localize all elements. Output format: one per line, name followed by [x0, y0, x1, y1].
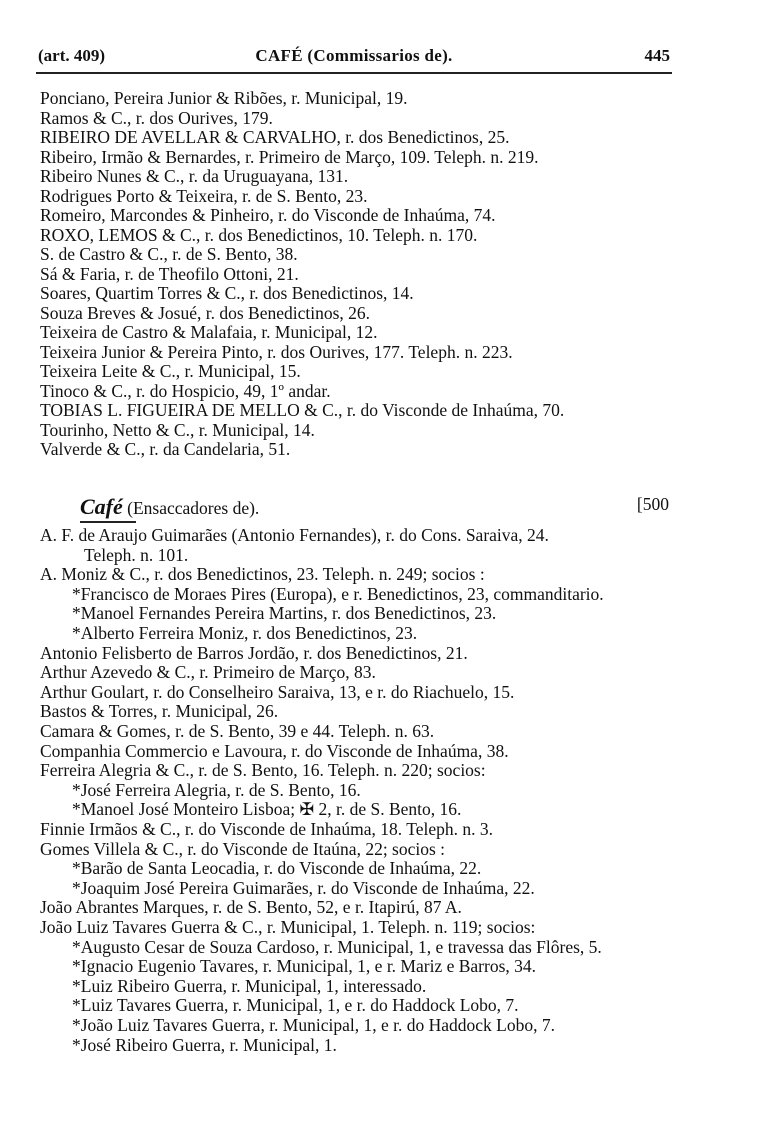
section-heading — [80, 494, 259, 520]
partner-item: *Barão de Santa Leocadia, r. do Visconde de Inhaúma, 22. — [72, 858, 482, 879]
partner-item: *Luiz Ribeiro Guerra, r. Municipal, 1, interessado. — [72, 975, 427, 996]
list-item: Sá & Faria, r. de Theofilo Ottoni, 21. — [40, 263, 299, 284]
list-item: Ribeiro Nunes & C., r. da Uruguayana, 131. — [40, 166, 349, 186]
list-item: Finnie Irmãos & C., r. do Visconde de Inhaúma, 18. Teleph. n. 3. — [40, 819, 493, 839]
partner-item: *Manoel Fernandes Pereira Martins, r. dos Benedictinos, 23. — [72, 603, 497, 624]
section-number: [500 — [636, 494, 669, 514]
page-number: 445 — [644, 46, 670, 65]
list-item: Ribeiro, Irmão & Bernardes, r. Primeiro de Março, 109. Teleph. n. 219. — [40, 146, 539, 167]
header-title: CAFÉ (Commissarios de). — [255, 46, 453, 65]
section-title: Café — [80, 494, 123, 519]
list-item: João Luiz Tavares Guerra & C., r. Municipal, 1. Teleph. n. 119; socios: — [40, 917, 536, 937]
partner-item: *Luiz Tavares Guerra, r. Municipal, 1, e r. do Haddock Lobo, 7. — [72, 995, 519, 1016]
partner-item: *Joaquim José Pereira Guimarães, r. do Visconde de Inhaúma, 22. — [72, 877, 535, 898]
list-item: Bastos & Torres, r. Municipal, 26. — [40, 701, 279, 722]
partner-item: *Manoel José Monteiro Lisboa; ✠ 2, r. de S. Bento, 16. — [72, 799, 462, 820]
partner-item: *José Ferreira Alegria, r. de S. Bento, 16. — [72, 779, 361, 800]
list-item: Souza Breves & Josué, r. dos Benedictinos, 26. — [40, 302, 371, 323]
section-rule — [80, 521, 136, 523]
partner-item: *Alberto Ferreira Moniz, r. dos Benedictinos, 23. — [72, 623, 418, 643]
header-rule — [36, 72, 672, 74]
list-item: Teleph. n. 101. — [84, 544, 189, 565]
list-item: Ramos & C., r. dos Ourives, 179. — [40, 107, 273, 128]
list-item: Soares, Quartim Torres & C., r. dos Benedictinos, 14. — [40, 283, 414, 303]
list-item: Arthur Goulart, r. do Conselheiro Saraiva, 13, e r. do Riachuelo, 15. — [40, 681, 515, 702]
page-header — [38, 46, 670, 70]
list-item: João Abrantes Marques, r. de S. Bento, 52, e r. Itapirú, 87 A. — [40, 897, 462, 918]
list-item: Rodrigues Porto & Teixeira, r. de S. Bento, 23. — [40, 185, 368, 206]
list-item: Teixeira Junior & Pereira Pinto, r. dos Ourives, 177. Teleph. n. 223. — [40, 341, 513, 362]
header-article-ref: (art. 409) — [38, 46, 106, 65]
list-item: Tourinho, Netto & C., r. Municipal, 14. — [40, 419, 315, 440]
list-item: Ponciano, Pereira Junior & Ribões, r. Municipal, 19. — [40, 88, 408, 108]
list-item: Camara & Gomes, r. de S. Bento, 39 e 44. Teleph. n. 63. — [40, 721, 435, 741]
partner-item: *João Luiz Tavares Guerra, r. Municipal, 1, e r. do Haddock Lobo, 7. — [72, 1015, 555, 1035]
list-item: S. de Castro & C., r. de S. Bento, 38. — [40, 244, 298, 264]
list-item: ROXO, LEMOS & C., r. dos Benedictinos, 10. Teleph. n. 170. — [40, 224, 478, 245]
list-item: Tinoco & C., r. do Hospicio, 49, 1º andar. — [40, 380, 331, 401]
partner-item: *Augusto Cesar de Souza Cardoso, r. Municipal, 1, e travessa das Flôres, 5. — [72, 936, 602, 957]
partner-item: *José Ribeiro Guerra, r. Municipal, 1. — [72, 1034, 337, 1055]
list-item: Arthur Azevedo & C., r. Primeiro de Março, 83. — [40, 662, 376, 683]
list-item: Romeiro, Marcondes & Pinheiro, r. do Visconde de Inhaúma, 74. — [40, 205, 496, 225]
partner-item: *Ignacio Eugenio Tavares, r. Municipal, 1, e r. Mariz e Barros, 34. — [72, 956, 537, 977]
list-item: Valverde & C., r. da Candelaria, 51. — [40, 439, 291, 459]
partner-item: *Francisco de Moraes Pires (Europa), e r. Benedictinos, 23, commanditario. — [72, 583, 604, 604]
list-item: Teixeira Leite & C., r. Municipal, 15. — [40, 361, 301, 381]
list-item: A. Moniz & C., r. dos Benedictinos, 23. Teleph. n. 249; socios : — [40, 564, 485, 585]
section-subtitle: (Ensaccadores de). — [127, 498, 260, 518]
list-item: Ferreira Alegria & C., r. de S. Bento, 16. Teleph. n. 220; socios: — [40, 760, 486, 781]
list-item: A. F. de Araujo Guimarães (Antonio Fernandes), r. do Cons. Saraiva, 24. — [40, 525, 549, 545]
list-item: Teixeira de Castro & Malafaia, r. Municipal, 12. — [40, 322, 378, 342]
list-item: Antonio Felisberto de Barros Jordão, r. dos Benedictinos, 21. — [40, 642, 468, 663]
list-item: Companhia Commercio e Lavoura, r. do Visconde de Inhaúma, 38. — [40, 740, 509, 761]
list-item: RIBEIRO DE AVELLAR & CARVALHO, r. dos Benedictinos, 25. — [40, 127, 510, 147]
list-item: Gomes Villela & C., r. do Visconde de Itaúna, 22; socios : — [40, 838, 446, 859]
list-item: TOBIAS L. FIGUEIRA DE MELLO & C., r. do Visconde de Inhaúma, 70. — [40, 400, 565, 420]
